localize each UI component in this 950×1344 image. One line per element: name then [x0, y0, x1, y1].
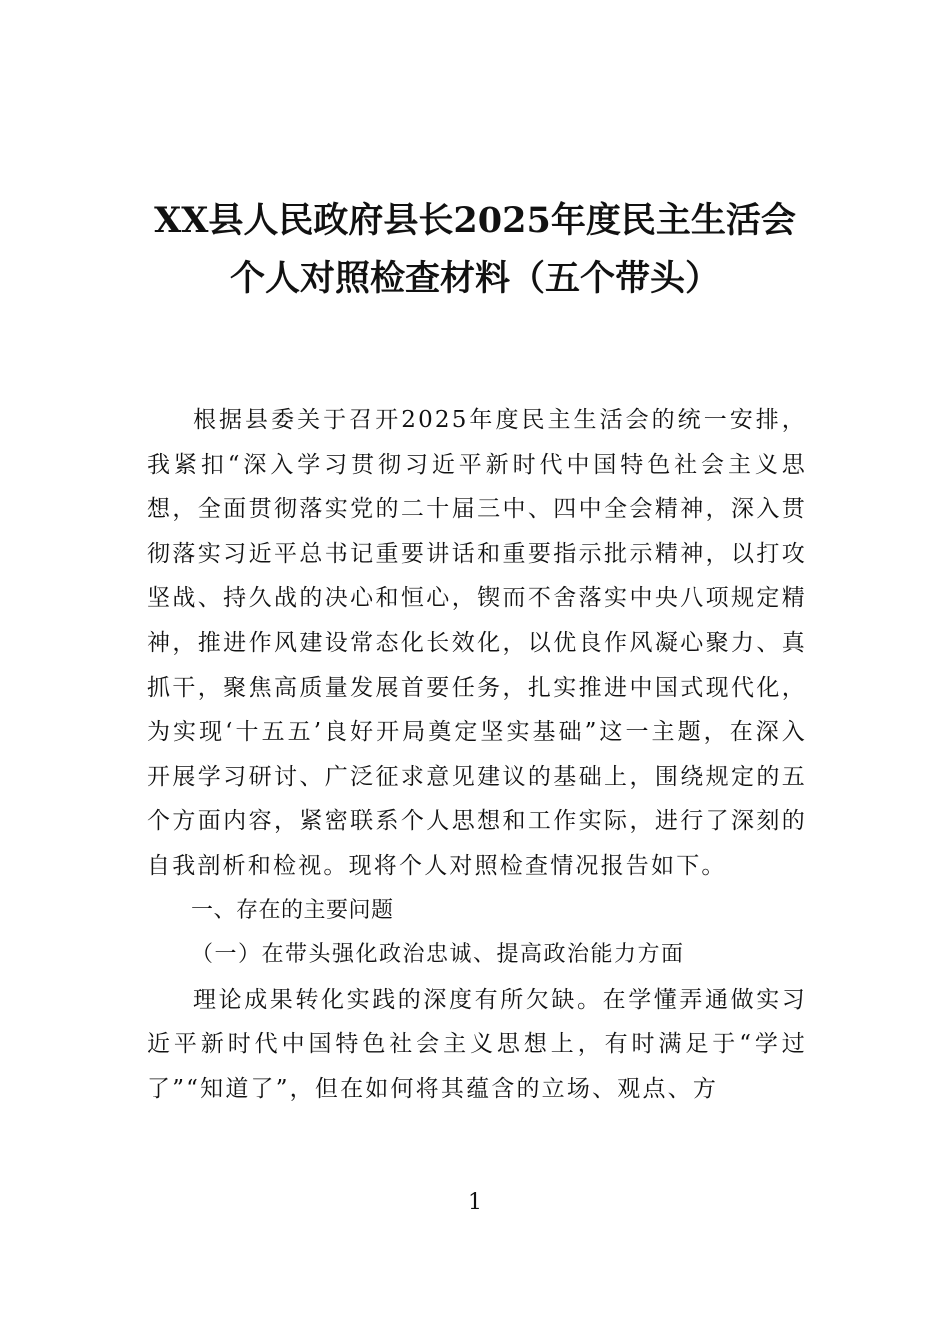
title-line-2: 个人对照检查材料（五个带头） [229, 258, 720, 299]
section-heading: 一、存在的主要问题 [191, 897, 394, 923]
intro-paragraph: 根据县委关于召开2025年度民主生活会的统一安排，我紧扣“深入学习贯彻习近平新时代中国特色社会主义思想，全面贯彻落实党的二十届三中、四中全会精神，深入贯彻落实习近平总书记重要讲话和重要指示批示精神，以打攻坚战、持久战的决心和恒心，锲而不舍落实中央八项规定精神，推进作风建设常态化长效化，以优良作风凝心聚力、真抓干，聚焦高质量发展首要任务，扎实推进中国式现代化，为实现‘十五五’良好开局奠定坚实基础”这一主题，在深入开展学习研讨、广泛征求意见建议的基础上，围绕规定的五个方面内容，紧密联系个人思想和工作实际，进行了深刻的自我剖析和检视。现将个人对照检查情况报告如下。 [147, 407, 807, 879]
subsection-heading: （一）在带头强化政治忠诚、提高政治能力方面 [191, 942, 685, 968]
document-title [0, 192, 950, 308]
title-line-1: XX县人民政府县长2025年度民主生活会 [154, 200, 796, 241]
body-paragraph: 理论成果转化实践的深度有所欠缺。在学懂弄通做实习近平新时代中国特色社会主义思想上，有时满足于“学过了”“知道了”，但在如何将其蕴含的立场、观点、方 [147, 986, 807, 1102]
page-number: 1 [468, 1190, 482, 1215]
document-body [147, 398, 807, 1112]
